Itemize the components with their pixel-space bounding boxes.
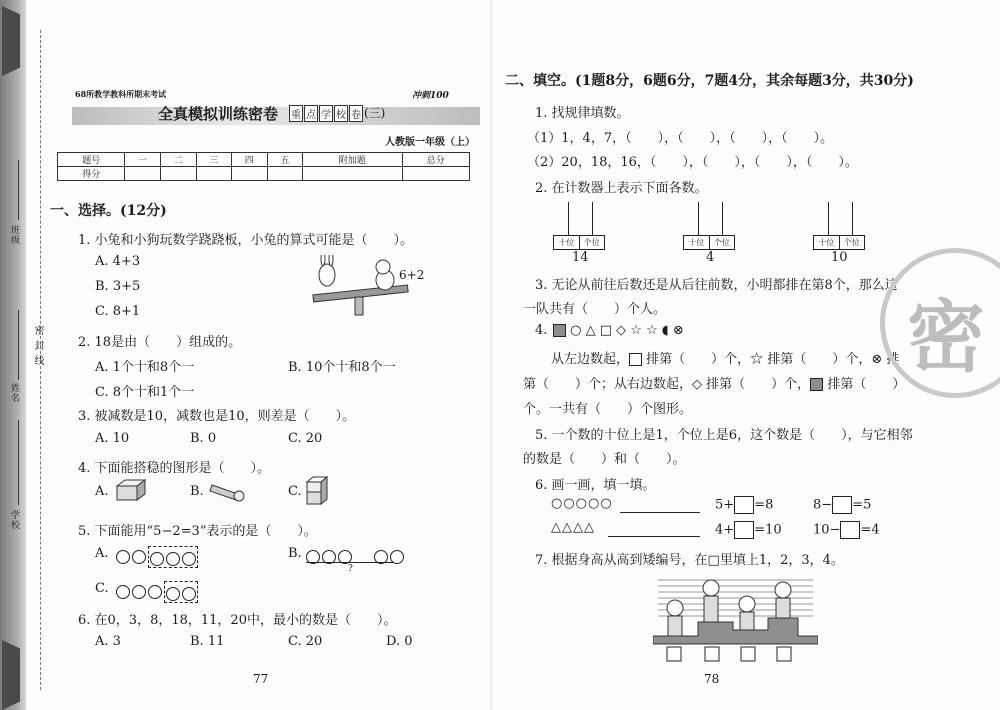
school-field (18, 420, 19, 505)
answer-box[interactable] (832, 496, 852, 514)
dog-expression: 6+2 (399, 268, 425, 282)
r-q6-text: 6. 画一画，填一填。 (535, 478, 656, 493)
score-cell[interactable] (232, 167, 268, 181)
counter-number: 14 (572, 250, 589, 265)
r-q4-text: 从左边数起， (551, 352, 630, 367)
title-suffix: (三) (364, 106, 386, 120)
star-icon: ☆ (750, 352, 764, 367)
eq-text: 4+ (715, 522, 735, 538)
paper-title: 全真模拟训练密卷 (158, 105, 279, 123)
r-q3-line2: 一队共有（ ）个人。 (523, 302, 667, 317)
answer-box[interactable] (840, 521, 860, 539)
r-q6-eq3 (715, 521, 782, 539)
q5-b-brace (306, 562, 394, 563)
q5-c-circles (116, 581, 198, 603)
counter-rod (722, 202, 723, 235)
tens-label: 十位 (688, 238, 705, 247)
counter-base (683, 235, 735, 250)
q3-text: 3. 被减数是10，减数也是10，则差是（ ）。 (78, 409, 356, 424)
tens-label: 十位 (558, 238, 575, 247)
score-header-cell: 一 (125, 153, 161, 167)
q1-text: 1. 小兔和小狗玩数学跷跷板，小兔的算式可能是（ ）。 (78, 233, 414, 248)
score-header-cell: 总分 (402, 153, 470, 167)
q4-option-c[interactable]: C. (288, 484, 302, 499)
r-q4-line2 (523, 373, 905, 392)
q2-option-a[interactable]: A. 1个十和8个一 (95, 360, 195, 375)
r-q4-text: 排第（ ）个， (706, 377, 811, 392)
counter-rod (592, 202, 593, 235)
counter-number: 4 (706, 250, 715, 265)
score-header-cell: 五 (267, 153, 303, 167)
section1-title: 一、选择。(12分) (50, 203, 167, 219)
score-table (57, 152, 470, 181)
score-header-cell: 附加题 (303, 153, 402, 167)
height-ranking-illustration (653, 574, 818, 664)
counter-base (813, 235, 865, 250)
page-number-right: 78 (704, 672, 720, 686)
r-q1-line2: （2）20，18，16，（ ），（ ），（ ），（ ）。 (527, 155, 858, 170)
q2-option-c[interactable]: C. 8个十和1个一 (95, 385, 195, 400)
counter-number: 10 (831, 250, 848, 265)
name-label: 姓名 (9, 383, 19, 403)
eq-text: =4 (860, 522, 880, 538)
r-q4-text: 排第（ ）个， (767, 352, 872, 367)
ones-label: 个位 (839, 236, 865, 249)
q5-option-c[interactable]: C. (95, 581, 109, 596)
score-header-cell: 三 (196, 153, 232, 167)
score-table-score-row (58, 167, 470, 181)
score-cell[interactable] (303, 167, 402, 181)
q2-option-b[interactable]: B. 10个十和8个一 (288, 360, 396, 375)
score-header-cell: 二 (160, 153, 196, 167)
ones-label: 个位 (579, 236, 605, 249)
r-q4-text: 排第（ ）个， (646, 352, 751, 367)
section2-title: 二、填空。(1题8分，6题6分，7题4分，其余每题3分，共30分) (505, 73, 914, 89)
q3-option-c[interactable]: C. 20 (288, 431, 323, 446)
r-q4-shapes (553, 323, 684, 338)
eq-text: 10− (813, 522, 841, 538)
series-text: 68所教学教科所期末考试 (75, 89, 167, 99)
q3-option-a[interactable]: A. 10 (95, 431, 130, 446)
binding-tab-top (2, 6, 20, 76)
r-q4-line3: 个。一共有（ ）个图形。 (523, 402, 693, 417)
score-cell[interactable] (267, 167, 303, 181)
cuboid-shape (115, 478, 147, 502)
gray-square-icon (810, 378, 823, 391)
eq-text: =5 (852, 497, 872, 513)
stamp-char: 密 (907, 293, 986, 383)
r-q6-circles: ○○○○○ (551, 496, 613, 511)
score-table-header-row (58, 153, 470, 167)
r-q6-triangles: △△△△ (551, 520, 595, 535)
q6-option-c[interactable]: C. 20 (288, 634, 323, 649)
r-q4-label: 4. (535, 323, 548, 338)
r-q4-text: 排 (886, 352, 900, 367)
r-q6-eq2 (813, 496, 871, 514)
score-cell[interactable] (160, 167, 196, 181)
r-q7-text: 7. 根据身高从高到矮编号，在□里填上1，2，3，4。 (535, 553, 844, 568)
title-badge: 校 (334, 105, 348, 122)
title-badge: 点 (304, 105, 318, 122)
q5-b-question: ? (348, 564, 353, 574)
score-cell[interactable] (196, 167, 232, 181)
q5-text: 5. 下面能用“5−2=3”表示的是（ ）。 (78, 524, 317, 539)
edition: 人教版一年级（上） (385, 137, 475, 148)
square-icon (629, 353, 642, 366)
q1-option-a[interactable]: A. 4+3 (95, 254, 141, 269)
q4-option-b[interactable]: B. (190, 484, 204, 499)
q5-option-a[interactable]: A. (95, 546, 109, 561)
q6-option-b[interactable]: B. 11 (190, 634, 225, 649)
score-header-cell: 题号 (58, 153, 125, 167)
r-q1-text: 1. 找规律填数。 (535, 106, 630, 121)
seesaw-illustration (305, 255, 435, 317)
q5-a-circles (116, 546, 198, 568)
counter-rod (568, 202, 569, 235)
brand-text: 冲刺100 (412, 91, 449, 101)
school-label: 学校 (9, 510, 19, 530)
q5-option-b[interactable]: B. (288, 546, 302, 561)
counter-rod (828, 202, 829, 235)
counter-base (553, 235, 605, 250)
r-q1-line1: （1）1，4，7，（ ），（ ），（ ），（ ）。 (527, 131, 834, 146)
q1-option-c[interactable]: C. 8+1 (95, 304, 141, 319)
diamond-icon: ◇ (692, 377, 703, 392)
title-badge: 重 (289, 105, 303, 122)
r-q6-draw-line[interactable] (608, 536, 700, 537)
page-number-left: 77 (253, 672, 269, 686)
title-badge: 卷 (349, 105, 363, 122)
q1-option-b[interactable]: B. 3+5 (95, 279, 141, 294)
binding-tab-bottom (2, 640, 20, 710)
circle-cross-icon: ⊗ (871, 352, 883, 367)
q4-text: 4. 下面能搭稳的图形是（ ）。 (78, 461, 271, 476)
name-field (18, 310, 19, 380)
score-header-cell: 四 (232, 153, 268, 167)
q3-option-b[interactable]: B. 0 (190, 431, 217, 446)
cube-stack-shape (304, 476, 330, 506)
binding-strip (0, 0, 26, 710)
left-page (0, 0, 490, 710)
eq-text: 5+ (715, 497, 735, 513)
score-cell[interactable] (402, 167, 470, 181)
r-q5-line1: 5. 一个数的十位上是1，个位上是6，这个数是（ ），与它相邻 (535, 428, 913, 443)
ones-label: 个位 (709, 236, 735, 249)
tens-label: 十位 (818, 238, 835, 247)
class-field (18, 160, 19, 220)
answer-box[interactable] (734, 521, 754, 539)
r-q2-text: 2. 在计数器上表示下面各数。 (535, 181, 708, 196)
eq-text: =8 (754, 497, 774, 513)
answer-box[interactable] (734, 496, 754, 514)
eq-text: 8− (813, 497, 833, 513)
q2-text: 2. 18是由（ ）组成的。 (78, 335, 242, 350)
r-q6-eq1 (715, 496, 773, 514)
q6-option-a[interactable]: A. 3 (95, 634, 121, 649)
q4-option-a[interactable]: A. (95, 484, 109, 499)
cylinder-shape (208, 480, 248, 502)
gray-square-icon (553, 324, 566, 337)
seal-line-text: 密 封 线 (32, 325, 43, 367)
eq-text: =10 (754, 522, 782, 538)
q6-option-d[interactable]: D. 0 (386, 634, 413, 649)
r-q3-line1: 3. 无论从前往后数还是从后往前数，小明都排在第8个，那么这 (535, 278, 898, 293)
q6-text: 6. 在0，3，8，18，11，20中，最小的数是（ ）。 (78, 613, 397, 628)
score-cell[interactable] (125, 167, 161, 181)
r-q4-line1 (551, 348, 899, 367)
counter-rod (852, 202, 853, 235)
r-q6-eq4 (813, 521, 880, 539)
r-q4-text: 第（ ）个；从右边数起， (523, 377, 693, 392)
r-q6-draw-line[interactable] (620, 512, 700, 513)
r-q5-line2: 的数是（ ）和（ ）。 (523, 452, 686, 467)
r-q4-text: 排第（ ） (827, 377, 906, 392)
shape-sequence: ○ △ □ ◇ ☆ ☆ ◖ ⊗ (570, 323, 684, 338)
title-badge: 学 (319, 105, 333, 122)
class-label: 班级 (9, 225, 19, 245)
counter-rod (698, 202, 699, 235)
score-row-label: 得分 (58, 167, 125, 181)
